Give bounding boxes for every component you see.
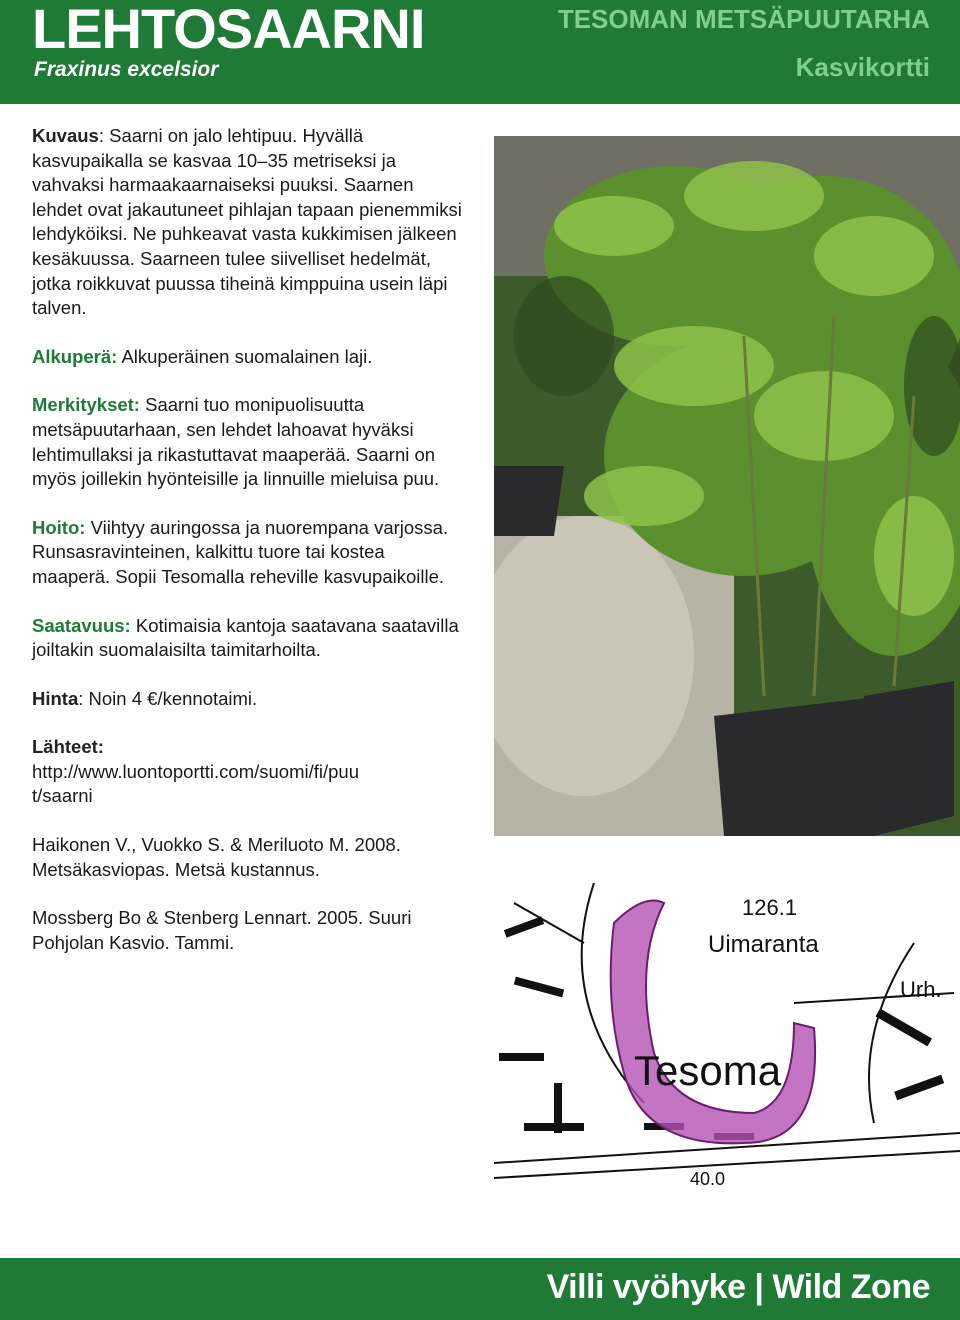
- footer-bar: [0, 1258, 960, 1320]
- page-title: LEHTOSAARNI: [32, 0, 425, 60]
- footer-brand-logo: Villi vyöhyke | Wild Zone: [546, 1268, 930, 1306]
- reference-2: Mossberg Bo & Stenberg Lennart. 2005. Suuri Pohjolan Kasvio. Tammi.: [32, 907, 412, 953]
- lahteet-label: Lähteet:: [32, 736, 104, 758]
- saatavuus-section: [32, 614, 462, 663]
- kuvaus-section: [32, 124, 462, 321]
- map-label-urh: Urh.: [900, 977, 942, 1002]
- source-link[interactable]: http://www.luontoportti.com/suomi/fi/puut/saarni: [32, 760, 359, 807]
- saatavuus-text: Kotimaisia kantoja saatavana saatavilla joiltakin suomalaisilta taimitarhoilta.: [32, 614, 459, 661]
- location-map: [494, 883, 960, 1193]
- map-label-road: 40.0: [690, 1169, 726, 1189]
- hinta-label: Hinta: [32, 687, 79, 709]
- kuvaus-text: : Saarni on jalo lehtipuu. Hyvällä kasvupaikalla se kasvaa 10–35 metriseksi ja vahvaksi harmaakaarnaiseksi puuksi. Saarnen lehdet ovat jakautuneet pihlajan tapaan pienemmiksi lehdyköiksi. Ne puhkeavat vasta kukkimisen jälkeen kesäkuussa. Saarneen tulee siivelliset hedelmät, jotka roikkuvat puussa tiheinä kimppuina usein läpi talven.: [32, 125, 462, 319]
- alkupera-section: [32, 345, 462, 370]
- latin-name: Fraxinus excelsior: [34, 58, 219, 81]
- map-label-area: Tesoma: [634, 1047, 782, 1094]
- header-bar: [0, 0, 960, 104]
- hoito-section: [32, 516, 462, 590]
- organization-name: TESOMAN METSÄPUUTARHA: [557, 4, 930, 34]
- alkupera-label: Alkuperä:: [32, 345, 118, 367]
- saatavuus-label: Saatavuus:: [32, 614, 131, 636]
- hoito-label: Hoito:: [32, 516, 86, 538]
- reference-1: Haikonen V., Vuokko S. & Meriluoto M. 2008. Metsäkasviopas. Metsä kustannus.: [32, 834, 401, 880]
- hoito-text: Viihtyy auringossa ja nuorempana varjossa. Runsasravinteinen, kalkittu tuore tai kostea maaperä. Sopii Tesomalla reheville kasvupaikoille.: [32, 516, 449, 587]
- ash-sapling-photo: [494, 136, 960, 836]
- map-label-beach: Uimaranta: [708, 931, 819, 958]
- merkitykset-label: Merkitykset:: [32, 394, 140, 416]
- card-type: Kasvikortti: [795, 52, 930, 82]
- description-column: [32, 124, 462, 979]
- merkitykset-section: [32, 393, 462, 491]
- map-label-height: 126.1: [742, 895, 798, 920]
- hinta-section: [32, 687, 462, 712]
- merkitykset-text: Saarni tuo monipuolisuutta metsäpuutarhaan, sen lehdet lahoavat hyväksi lehtimullaksi ja rikastuttavat maaperää. Saarni on myös joillekin hyönteisille ja linnuille mieluisa puu.: [32, 394, 440, 490]
- kuvaus-label: Kuvaus: [32, 125, 99, 146]
- lahteet-section: [32, 735, 462, 809]
- hinta-text: : Noin 4 €/kennotaimi.: [78, 687, 258, 709]
- alkupera-text: Alkuperäinen suomalainen laji.: [117, 345, 373, 367]
